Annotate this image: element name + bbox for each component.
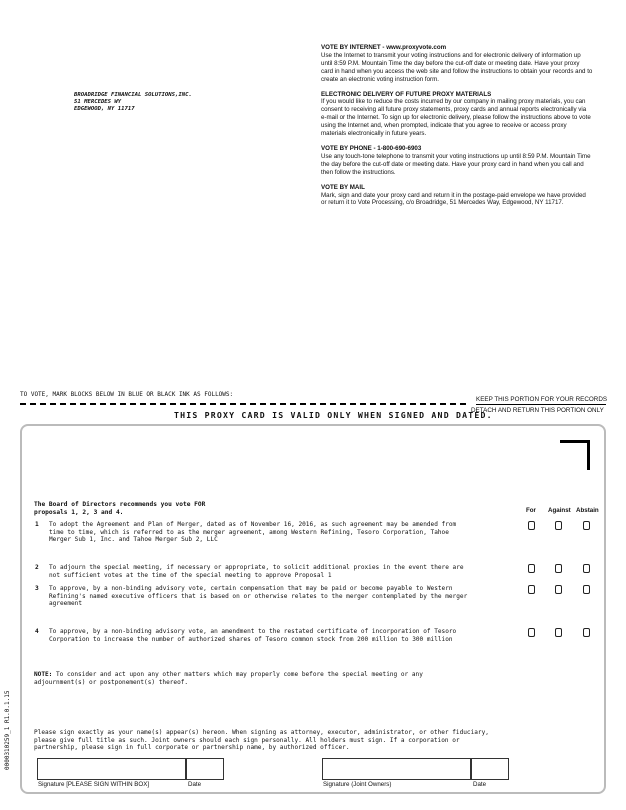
vote-internet-heading: VOTE BY INTERNET - www.proxyvote.com: [321, 44, 447, 51]
proposal-text: To approve, by a non-binding advisory vote, certain compensation that may be paid or become payable to Western Refining's named executive officers that is based on or otherwise relates to the merger contemplated by the merger agreement: [49, 585, 468, 607]
proposal-2-for-checkbox[interactable]: [528, 564, 535, 573]
proposal-3-abstain-checkbox[interactable]: [583, 585, 590, 594]
vote-mail-section: [321, 184, 593, 208]
signature-label: Signature [PLEASE SIGN WITHIN BOX]: [38, 781, 150, 788]
signing-instructions: Please sign exactly as your name(s) appear(s) hereon. When signing as attorney, executor, administrator, or other fiduciary, please give full title as such. Joint owners should each sign personally. All holders must sign. If a corporation or partnership, please sign in full corporate or partnership name, by authorized officer.: [34, 729, 489, 751]
vote-internet-body: Use the Internet to transmit your voting instructions and for electronic delivery of information up until 8:59 P.M. Mountain Time the day before the cut-off date or meeting date. Have your proxy card in hand when you access the web site and follow the instructions to obtain your records and to create an electronic voting instruction form.: [321, 51, 593, 83]
column-header-abstain: Abstain: [576, 507, 599, 514]
vote-phone-body: Use any touch-tone telephone to transmit your voting instructions up until 8:59 P.M. Mountain Time the day before the cut-off date or meeting date. Have your proxy card in hand when you call and then follow the instructions.: [321, 152, 591, 176]
detach-dashed-line: [20, 403, 466, 405]
joint-signature-box[interactable]: [322, 758, 471, 780]
date-label: Date: [188, 781, 202, 788]
proposal-text: To approve, by a non-binding advisory vote, an amendment to the restated certificate of incorporation of Tesoro Corporation to increase the number of authorized shares of Tesoro common stock from 200 million to 300 million: [49, 628, 457, 643]
proposal-3-for-checkbox[interactable]: [528, 585, 535, 594]
return-address-line3: EDGEWOOD, NY 11717: [74, 106, 135, 112]
return-address-line2: 51 MERCEDES WY: [74, 99, 122, 105]
proposal-2-abstain-checkbox[interactable]: [583, 564, 590, 573]
column-header-for: For: [526, 507, 536, 514]
proposal-text: To adjourn the special meeting, if necessary or appropriate, to solicit additional proxies in the event there are not sufficient votes at the time of the special meeting to approve Proposal 1: [49, 564, 464, 579]
proposal-4-against-checkbox[interactable]: [555, 628, 562, 637]
board-recommendation: The Board of Directors recommends you vote FOR proposals 1, 2, 3 and 4.: [34, 501, 206, 516]
proposal-number: 4: [35, 628, 39, 635]
proposal-number: 1: [35, 521, 39, 528]
proposal-4-for-checkbox[interactable]: [528, 628, 535, 637]
proposal-1-against-checkbox[interactable]: [555, 521, 562, 530]
joint-signature-label: Signature (Joint Owners): [323, 781, 392, 788]
signature-box[interactable]: [37, 758, 186, 780]
vote-phone-section: [321, 145, 593, 177]
keep-underline: [476, 404, 606, 405]
proposal-1-for-checkbox[interactable]: [528, 521, 535, 530]
note-body: To consider and act upon any other matters which may properly come before the special meeting or any adjournment(s) or postponement(s) thereof.: [34, 671, 423, 686]
electronic-delivery-heading: ELECTRONIC DELIVERY OF FUTURE PROXY MATERIALS: [321, 90, 492, 98]
keep-portion-label: KEEP THIS PORTION FOR YOUR RECORDS: [476, 396, 608, 403]
electronic-delivery-body: If you would like to reduce the costs incurred by our company in mailing proxy materials, you can consent to receiving all future proxy statements, proxy cards and annual reports electronically via e-mail or the Internet. To sign up for electronic delivery, please follow the instructions above to vote using the Internet and, when prompted, indicate that you agree to receive or access proxy materials electronically in future years.: [321, 98, 591, 138]
proposal-text: To adopt the Agreement and Plan of Merger, dated as of November 16, 2016, as such agreement may be amended from time to time, which is referred to as the merger agreement, among Western Refining, Tesoro Corporation, Tahoe Merger Sub 1, Inc. and Tahoe Merger Sub 2, LLC: [49, 521, 457, 543]
proposal-3-against-checkbox[interactable]: [555, 585, 562, 594]
vote-mail-heading: VOTE BY MAIL: [321, 183, 365, 191]
joint-date-label: Date: [473, 781, 487, 788]
side-document-code: 0000310259_1 R1.0.1.15: [4, 690, 11, 770]
note-text: [34, 671, 434, 686]
joint-date-box[interactable]: [471, 758, 509, 780]
return-address-line1: BROADRIDGE FINANCIAL SOLUTIONS,INC.: [74, 92, 192, 98]
vote-phone-heading: VOTE BY PHONE - 1-800-690-6903: [321, 144, 422, 152]
voting-instructions: [321, 44, 593, 214]
valid-notice: THIS PROXY CARD IS VALID ONLY WHEN SIGNED AND DATED.: [174, 410, 493, 420]
column-header-against: Against: [548, 507, 571, 514]
proposal-1-abstain-checkbox[interactable]: [583, 521, 590, 530]
note-label: NOTE:: [34, 671, 53, 678]
vote-mail-body: Mark, sign and date your proxy card and return it in the postage-paid envelope we have provided or return it to Vote Processing, c/o Broadridge, 51 Mercedes Way, Edgewood, NY 11717.: [321, 191, 586, 207]
vote-internet-section: [321, 44, 593, 84]
proposal-4-abstain-checkbox[interactable]: [583, 628, 590, 637]
return-address: [74, 92, 192, 113]
registration-mark: [560, 440, 590, 470]
to-vote-instruction: TO VOTE, MARK BLOCKS BELOW IN BLUE OR BLACK INK AS FOLLOWS:: [20, 391, 234, 398]
electronic-delivery-section: [321, 91, 593, 138]
date-box[interactable]: [186, 758, 224, 780]
proposal-number: 3: [35, 585, 39, 592]
proposal-2-against-checkbox[interactable]: [555, 564, 562, 573]
proposal-number: 2: [35, 564, 39, 571]
detach-portion-label: DETACH AND RETURN THIS PORTION ONLY: [471, 407, 604, 414]
